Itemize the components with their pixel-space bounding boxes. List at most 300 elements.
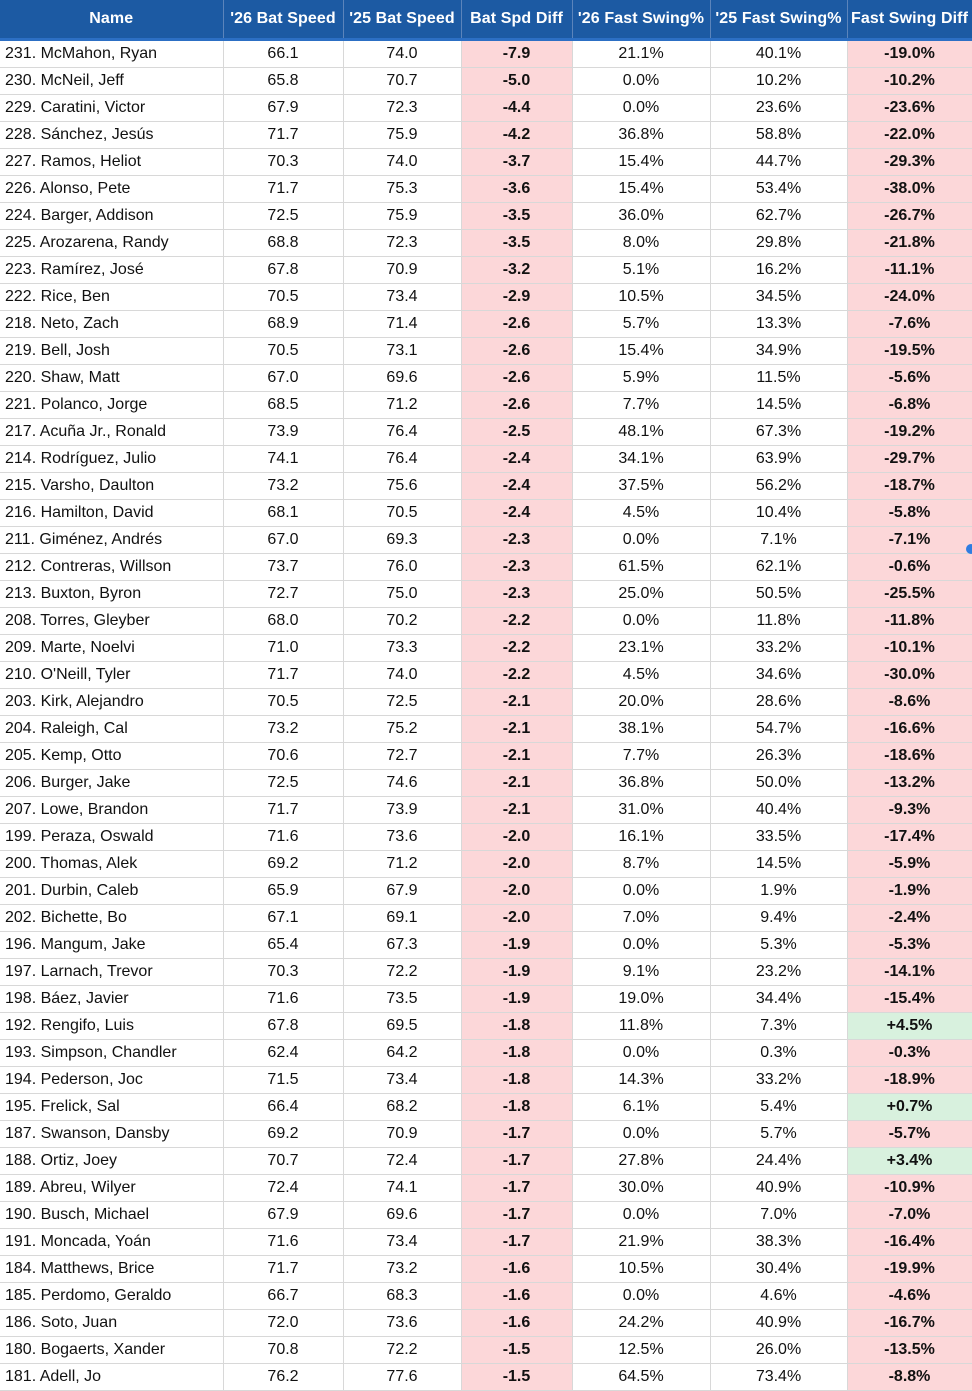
col-header-bat-spd-diff[interactable]: Bat Spd Diff bbox=[461, 0, 572, 40]
fast-swing-diff-cell: -5.6% bbox=[847, 365, 972, 392]
bat-speed-diff-cell: -2.0 bbox=[461, 878, 572, 905]
fast-swing-diff-cell: -13.5% bbox=[847, 1337, 972, 1364]
bat-speed-26-cell: 68.0 bbox=[223, 608, 343, 635]
player-name-cell: 193. Simpson, Chandler bbox=[0, 1040, 223, 1067]
player-name-cell: 214. Rodríguez, Julio bbox=[0, 446, 223, 473]
bat-speed-26-cell: 71.7 bbox=[223, 122, 343, 149]
fast-swing-26-cell: 5.1% bbox=[572, 257, 710, 284]
fast-swing-diff-cell: -19.2% bbox=[847, 419, 972, 446]
bat-speed-25-cell: 73.2 bbox=[343, 1256, 461, 1283]
table-row bbox=[0, 230, 972, 257]
table-row bbox=[0, 797, 972, 824]
player-name-cell: 204. Raleigh, Cal bbox=[0, 716, 223, 743]
table-row bbox=[0, 1337, 972, 1364]
fast-swing-26-cell: 34.1% bbox=[572, 446, 710, 473]
table-row bbox=[0, 554, 972, 581]
bat-speed-25-cell: 75.0 bbox=[343, 581, 461, 608]
bat-speed-diff-cell: -2.6 bbox=[461, 311, 572, 338]
fast-swing-26-cell: 4.5% bbox=[572, 500, 710, 527]
bat-speed-diff-cell: -2.1 bbox=[461, 743, 572, 770]
bat-speed-25-cell: 73.4 bbox=[343, 1067, 461, 1094]
player-name-cell: 211. Giménez, Andrés bbox=[0, 527, 223, 554]
fast-swing-25-cell: 33.2% bbox=[710, 635, 847, 662]
fast-swing-26-cell: 5.7% bbox=[572, 311, 710, 338]
fast-swing-26-cell: 0.0% bbox=[572, 932, 710, 959]
fast-swing-diff-cell: -5.7% bbox=[847, 1121, 972, 1148]
bat-speed-diff-cell: -2.6 bbox=[461, 392, 572, 419]
fast-swing-26-cell: 31.0% bbox=[572, 797, 710, 824]
fast-swing-25-cell: 40.9% bbox=[710, 1175, 847, 1202]
table-row bbox=[0, 338, 972, 365]
bat-speed-25-cell: 73.6 bbox=[343, 1310, 461, 1337]
bat-speed-26-cell: 67.9 bbox=[223, 95, 343, 122]
player-name-cell: 219. Bell, Josh bbox=[0, 338, 223, 365]
bat-speed-25-cell: 69.6 bbox=[343, 365, 461, 392]
table-row bbox=[0, 527, 972, 554]
bat-speed-26-cell: 73.2 bbox=[223, 473, 343, 500]
bat-speed-25-cell: 73.4 bbox=[343, 1229, 461, 1256]
bat-speed-26-cell: 69.2 bbox=[223, 851, 343, 878]
fast-swing-diff-cell: -18.9% bbox=[847, 1067, 972, 1094]
bat-speed-diff-cell: -3.5 bbox=[461, 203, 572, 230]
bat-speed-diff-cell: -1.5 bbox=[461, 1337, 572, 1364]
bat-speed-26-cell: 67.0 bbox=[223, 527, 343, 554]
bat-speed-25-cell: 74.1 bbox=[343, 1175, 461, 1202]
player-name-cell: 190. Busch, Michael bbox=[0, 1202, 223, 1229]
bat-speed-25-cell: 77.6 bbox=[343, 1364, 461, 1391]
fast-swing-26-cell: 14.3% bbox=[572, 1067, 710, 1094]
fast-swing-26-cell: 4.5% bbox=[572, 662, 710, 689]
fast-swing-diff-cell: -0.6% bbox=[847, 554, 972, 581]
fast-swing-diff-cell: -5.8% bbox=[847, 500, 972, 527]
fast-swing-26-cell: 15.4% bbox=[572, 338, 710, 365]
table-row bbox=[0, 446, 972, 473]
bat-speed-26-cell: 71.5 bbox=[223, 1067, 343, 1094]
bat-speed-26-cell: 72.5 bbox=[223, 203, 343, 230]
fast-swing-26-cell: 7.7% bbox=[572, 743, 710, 770]
table-row bbox=[0, 500, 972, 527]
fast-swing-diff-cell: -9.3% bbox=[847, 797, 972, 824]
table-row bbox=[0, 1283, 972, 1310]
fast-swing-25-cell: 40.4% bbox=[710, 797, 847, 824]
bat-speed-26-cell: 71.6 bbox=[223, 986, 343, 1013]
player-name-cell: 231. McMahon, Ryan bbox=[0, 40, 223, 68]
col-header-name[interactable]: Name bbox=[0, 0, 223, 40]
table-row bbox=[0, 1202, 972, 1229]
bat-speed-diff-cell: -2.5 bbox=[461, 419, 572, 446]
fast-swing-25-cell: 50.0% bbox=[710, 770, 847, 797]
fast-swing-26-cell: 64.5% bbox=[572, 1364, 710, 1391]
player-name-cell: 229. Caratini, Victor bbox=[0, 95, 223, 122]
bat-speed-25-cell: 70.5 bbox=[343, 500, 461, 527]
fast-swing-diff-cell: -8.6% bbox=[847, 689, 972, 716]
bat-speed-diff-cell: -5.0 bbox=[461, 68, 572, 95]
bat-speed-25-cell: 75.2 bbox=[343, 716, 461, 743]
bat-speed-25-cell: 67.3 bbox=[343, 932, 461, 959]
bat-speed-diff-cell: -1.9 bbox=[461, 959, 572, 986]
fast-swing-diff-cell: -14.1% bbox=[847, 959, 972, 986]
bat-speed-26-cell: 72.4 bbox=[223, 1175, 343, 1202]
fast-swing-25-cell: 10.4% bbox=[710, 500, 847, 527]
bat-speed-diff-cell: -2.3 bbox=[461, 527, 572, 554]
player-name-cell: 192. Rengifo, Luis bbox=[0, 1013, 223, 1040]
bat-speed-26-cell: 67.9 bbox=[223, 1202, 343, 1229]
bat-speed-26-cell: 71.0 bbox=[223, 635, 343, 662]
player-name-cell: 196. Mangum, Jake bbox=[0, 932, 223, 959]
fast-swing-25-cell: 5.3% bbox=[710, 932, 847, 959]
table-row bbox=[0, 40, 972, 68]
bat-speed-25-cell: 69.6 bbox=[343, 1202, 461, 1229]
bat-speed-26-cell: 65.9 bbox=[223, 878, 343, 905]
bat-speed-diff-cell: -1.7 bbox=[461, 1148, 572, 1175]
bat-speed-25-cell: 72.4 bbox=[343, 1148, 461, 1175]
player-name-cell: 200. Thomas, Alek bbox=[0, 851, 223, 878]
bat-speed-diff-cell: -3.5 bbox=[461, 230, 572, 257]
bat-speed-25-cell: 74.0 bbox=[343, 40, 461, 68]
fast-swing-26-cell: 0.0% bbox=[572, 1121, 710, 1148]
bat-speed-26-cell: 68.1 bbox=[223, 500, 343, 527]
bat-speed-26-cell: 70.5 bbox=[223, 338, 343, 365]
player-name-cell: 208. Torres, Gleyber bbox=[0, 608, 223, 635]
bat-speed-diff-cell: -2.6 bbox=[461, 365, 572, 392]
bat-speed-diff-cell: -2.4 bbox=[461, 500, 572, 527]
fast-swing-25-cell: 26.0% bbox=[710, 1337, 847, 1364]
bat-speed-diff-cell: -4.4 bbox=[461, 95, 572, 122]
table-row bbox=[0, 419, 972, 446]
table-row bbox=[0, 1148, 972, 1175]
table-row bbox=[0, 95, 972, 122]
table-row bbox=[0, 1040, 972, 1067]
fast-swing-25-cell: 23.2% bbox=[710, 959, 847, 986]
fast-swing-25-cell: 29.8% bbox=[710, 230, 847, 257]
fast-swing-diff-cell: -29.7% bbox=[847, 446, 972, 473]
table-row bbox=[0, 851, 972, 878]
bat-speed-26-cell: 68.9 bbox=[223, 311, 343, 338]
fast-swing-25-cell: 11.8% bbox=[710, 608, 847, 635]
bat-speed-diff-cell: -2.1 bbox=[461, 689, 572, 716]
fast-swing-25-cell: 24.4% bbox=[710, 1148, 847, 1175]
fast-swing-26-cell: 15.4% bbox=[572, 149, 710, 176]
bat-speed-25-cell: 69.3 bbox=[343, 527, 461, 554]
bat-speed-26-cell: 74.1 bbox=[223, 446, 343, 473]
player-name-cell: 227. Ramos, Heliot bbox=[0, 149, 223, 176]
fast-swing-26-cell: 38.1% bbox=[572, 716, 710, 743]
player-name-cell: 187. Swanson, Dansby bbox=[0, 1121, 223, 1148]
fast-swing-diff-cell: +3.4% bbox=[847, 1148, 972, 1175]
bat-speed-25-cell: 72.3 bbox=[343, 230, 461, 257]
bat-speed-25-cell: 68.2 bbox=[343, 1094, 461, 1121]
player-name-cell: 203. Kirk, Alejandro bbox=[0, 689, 223, 716]
bat-speed-26-cell: 71.6 bbox=[223, 1229, 343, 1256]
fast-swing-26-cell: 30.0% bbox=[572, 1175, 710, 1202]
bat-speed-26-cell: 70.7 bbox=[223, 1148, 343, 1175]
player-name-cell: 210. O'Neill, Tyler bbox=[0, 662, 223, 689]
bat-speed-diff-cell: -2.2 bbox=[461, 608, 572, 635]
fast-swing-26-cell: 8.0% bbox=[572, 230, 710, 257]
fast-swing-26-cell: 20.0% bbox=[572, 689, 710, 716]
bat-speed-diff-cell: -1.7 bbox=[461, 1202, 572, 1229]
bat-speed-diff-cell: -2.1 bbox=[461, 797, 572, 824]
fast-swing-26-cell: 0.0% bbox=[572, 527, 710, 554]
fast-swing-25-cell: 5.7% bbox=[710, 1121, 847, 1148]
bat-speed-25-cell: 76.0 bbox=[343, 554, 461, 581]
bat-speed-25-cell: 75.3 bbox=[343, 176, 461, 203]
fast-swing-26-cell: 23.1% bbox=[572, 635, 710, 662]
table-body bbox=[0, 40, 972, 1391]
fast-swing-25-cell: 50.5% bbox=[710, 581, 847, 608]
player-name-cell: 186. Soto, Juan bbox=[0, 1310, 223, 1337]
bat-speed-25-cell: 73.3 bbox=[343, 635, 461, 662]
bat-speed-diff-cell: -1.6 bbox=[461, 1310, 572, 1337]
fast-swing-26-cell: 7.0% bbox=[572, 905, 710, 932]
player-name-cell: 202. Bichette, Bo bbox=[0, 905, 223, 932]
table-row bbox=[0, 1067, 972, 1094]
fast-swing-25-cell: 9.4% bbox=[710, 905, 847, 932]
bat-speed-diff-cell: -1.8 bbox=[461, 1067, 572, 1094]
fast-swing-26-cell: 7.7% bbox=[572, 392, 710, 419]
fast-swing-diff-cell: -11.8% bbox=[847, 608, 972, 635]
bat-speed-26-cell: 65.4 bbox=[223, 932, 343, 959]
bat-speed-26-cell: 65.8 bbox=[223, 68, 343, 95]
bat-speed-diff-cell: -1.6 bbox=[461, 1283, 572, 1310]
table-row bbox=[0, 1364, 972, 1391]
bat-speed-26-cell: 67.0 bbox=[223, 365, 343, 392]
col-header-26-fast-swing[interactable]: '26 Fast Swing% bbox=[572, 0, 710, 40]
fast-swing-25-cell: 33.5% bbox=[710, 824, 847, 851]
bat-speed-25-cell: 72.3 bbox=[343, 95, 461, 122]
bat-speed-25-cell: 74.0 bbox=[343, 662, 461, 689]
fast-swing-25-cell: 4.6% bbox=[710, 1283, 847, 1310]
fast-swing-diff-cell: +0.7% bbox=[847, 1094, 972, 1121]
bat-speed-diff-cell: -2.1 bbox=[461, 716, 572, 743]
bat-speed-25-cell: 73.5 bbox=[343, 986, 461, 1013]
fast-swing-25-cell: 34.9% bbox=[710, 338, 847, 365]
fast-swing-26-cell: 0.0% bbox=[572, 878, 710, 905]
fast-swing-25-cell: 40.1% bbox=[710, 40, 847, 68]
table-row bbox=[0, 1094, 972, 1121]
fast-swing-25-cell: 67.3% bbox=[710, 419, 847, 446]
bat-speed-26-cell: 72.0 bbox=[223, 1310, 343, 1337]
col-header-25-fast-swing[interactable]: '25 Fast Swing% bbox=[710, 0, 847, 40]
table-row bbox=[0, 581, 972, 608]
fast-swing-25-cell: 30.4% bbox=[710, 1256, 847, 1283]
col-header-25-bat-speed[interactable]: '25 Bat Speed bbox=[343, 0, 461, 40]
bat-speed-diff-cell: -2.6 bbox=[461, 338, 572, 365]
bat-speed-26-cell: 71.7 bbox=[223, 176, 343, 203]
fast-swing-diff-cell: -24.0% bbox=[847, 284, 972, 311]
fast-swing-diff-cell: -5.9% bbox=[847, 851, 972, 878]
scroll-indicator-dot[interactable] bbox=[966, 544, 972, 554]
bat-speed-diff-cell: -1.7 bbox=[461, 1175, 572, 1202]
bat-speed-26-cell: 72.7 bbox=[223, 581, 343, 608]
table-row bbox=[0, 203, 972, 230]
bat-speed-diff-cell: -1.8 bbox=[461, 1094, 572, 1121]
bat-speed-25-cell: 70.9 bbox=[343, 1121, 461, 1148]
fast-swing-26-cell: 5.9% bbox=[572, 365, 710, 392]
fast-swing-diff-cell: -18.6% bbox=[847, 743, 972, 770]
bat-speed-diff-cell: -7.9 bbox=[461, 40, 572, 68]
fast-swing-26-cell: 37.5% bbox=[572, 473, 710, 500]
table-row bbox=[0, 257, 972, 284]
bat-speed-26-cell: 70.5 bbox=[223, 689, 343, 716]
bat-speed-25-cell: 73.1 bbox=[343, 338, 461, 365]
table-row bbox=[0, 716, 972, 743]
fast-swing-diff-cell: -0.3% bbox=[847, 1040, 972, 1067]
fast-swing-25-cell: 7.0% bbox=[710, 1202, 847, 1229]
col-header-26-bat-speed[interactable]: '26 Bat Speed bbox=[223, 0, 343, 40]
fast-swing-26-cell: 27.8% bbox=[572, 1148, 710, 1175]
bat-speed-25-cell: 73.9 bbox=[343, 797, 461, 824]
bat-speed-26-cell: 71.7 bbox=[223, 797, 343, 824]
player-name-cell: 220. Shaw, Matt bbox=[0, 365, 223, 392]
bat-speed-25-cell: 67.9 bbox=[343, 878, 461, 905]
fast-swing-diff-cell: -22.0% bbox=[847, 122, 972, 149]
bat-speed-25-cell: 72.7 bbox=[343, 743, 461, 770]
fast-swing-diff-cell: -25.5% bbox=[847, 581, 972, 608]
bat-speed-26-cell: 66.1 bbox=[223, 40, 343, 68]
table-row bbox=[0, 1121, 972, 1148]
fast-swing-diff-cell: -29.3% bbox=[847, 149, 972, 176]
player-name-cell: 218. Neto, Zach bbox=[0, 311, 223, 338]
bat-speed-26-cell: 70.3 bbox=[223, 149, 343, 176]
fast-swing-25-cell: 28.6% bbox=[710, 689, 847, 716]
player-name-cell: 222. Rice, Ben bbox=[0, 284, 223, 311]
bat-speed-25-cell: 69.1 bbox=[343, 905, 461, 932]
bat-speed-26-cell: 72.5 bbox=[223, 770, 343, 797]
bat-speed-25-cell: 74.0 bbox=[343, 149, 461, 176]
fast-swing-25-cell: 54.7% bbox=[710, 716, 847, 743]
player-name-cell: 198. Báez, Javier bbox=[0, 986, 223, 1013]
player-name-cell: 224. Barger, Addison bbox=[0, 203, 223, 230]
fast-swing-26-cell: 0.0% bbox=[572, 608, 710, 635]
bat-speed-26-cell: 71.7 bbox=[223, 662, 343, 689]
fast-swing-26-cell: 12.5% bbox=[572, 1337, 710, 1364]
fast-swing-26-cell: 0.0% bbox=[572, 95, 710, 122]
fast-swing-25-cell: 34.5% bbox=[710, 284, 847, 311]
player-name-cell: 230. McNeil, Jeff bbox=[0, 68, 223, 95]
player-name-cell: 221. Polanco, Jorge bbox=[0, 392, 223, 419]
table-row bbox=[0, 1310, 972, 1337]
bat-speed-25-cell: 71.4 bbox=[343, 311, 461, 338]
bat-speed-26-cell: 71.7 bbox=[223, 1256, 343, 1283]
bat-speed-25-cell: 72.2 bbox=[343, 1337, 461, 1364]
player-name-cell: 191. Moncada, Yoán bbox=[0, 1229, 223, 1256]
fast-swing-diff-cell: -1.9% bbox=[847, 878, 972, 905]
fast-swing-25-cell: 14.5% bbox=[710, 851, 847, 878]
bat-speed-diff-cell: -1.7 bbox=[461, 1121, 572, 1148]
fast-swing-25-cell: 23.6% bbox=[710, 95, 847, 122]
table-row bbox=[0, 689, 972, 716]
fast-swing-diff-cell: -23.6% bbox=[847, 95, 972, 122]
bat-speed-diff-cell: -3.7 bbox=[461, 149, 572, 176]
player-name-cell: 189. Abreu, Wilyer bbox=[0, 1175, 223, 1202]
table-row bbox=[0, 149, 972, 176]
fast-swing-25-cell: 33.2% bbox=[710, 1067, 847, 1094]
fast-swing-26-cell: 8.7% bbox=[572, 851, 710, 878]
table-row bbox=[0, 608, 972, 635]
bat-speed-diff-cell: -3.2 bbox=[461, 257, 572, 284]
fast-swing-diff-cell: -4.6% bbox=[847, 1283, 972, 1310]
table-row bbox=[0, 1013, 972, 1040]
fast-swing-25-cell: 63.9% bbox=[710, 446, 847, 473]
fast-swing-26-cell: 0.0% bbox=[572, 1283, 710, 1310]
fast-swing-26-cell: 61.5% bbox=[572, 554, 710, 581]
player-name-cell: 223. Ramírez, José bbox=[0, 257, 223, 284]
player-name-cell: 209. Marte, Noelvi bbox=[0, 635, 223, 662]
fast-swing-25-cell: 0.3% bbox=[710, 1040, 847, 1067]
bat-speed-26-cell: 67.8 bbox=[223, 257, 343, 284]
bat-speed-26-cell: 73.9 bbox=[223, 419, 343, 446]
fast-swing-25-cell: 26.3% bbox=[710, 743, 847, 770]
bat-speed-diff-cell: -2.2 bbox=[461, 635, 572, 662]
bat-speed-25-cell: 64.2 bbox=[343, 1040, 461, 1067]
bat-speed-diff-cell: -1.8 bbox=[461, 1040, 572, 1067]
fast-swing-diff-cell: -30.0% bbox=[847, 662, 972, 689]
table-row bbox=[0, 68, 972, 95]
table-row bbox=[0, 743, 972, 770]
col-header-fast-swing-diff[interactable]: Fast Swing Diff bbox=[847, 0, 972, 40]
table-row bbox=[0, 365, 972, 392]
fast-swing-diff-cell: -17.4% bbox=[847, 824, 972, 851]
fast-swing-diff-cell: -16.4% bbox=[847, 1229, 972, 1256]
bat-speed-25-cell: 73.6 bbox=[343, 824, 461, 851]
fast-swing-26-cell: 16.1% bbox=[572, 824, 710, 851]
fast-swing-26-cell: 15.4% bbox=[572, 176, 710, 203]
bat-speed-diff-cell: -2.3 bbox=[461, 581, 572, 608]
fast-swing-diff-cell: -15.4% bbox=[847, 986, 972, 1013]
bat-speed-diff-cell: -1.5 bbox=[461, 1364, 572, 1391]
bat-speed-25-cell: 71.2 bbox=[343, 851, 461, 878]
fast-swing-diff-cell: -10.1% bbox=[847, 635, 972, 662]
fast-swing-25-cell: 34.6% bbox=[710, 662, 847, 689]
fast-swing-diff-cell: -26.7% bbox=[847, 203, 972, 230]
bat-speed-diff-cell: -2.2 bbox=[461, 662, 572, 689]
table-row bbox=[0, 473, 972, 500]
fast-swing-26-cell: 36.0% bbox=[572, 203, 710, 230]
fast-swing-diff-cell: -10.2% bbox=[847, 68, 972, 95]
fast-swing-26-cell: 21.9% bbox=[572, 1229, 710, 1256]
bat-speed-26-cell: 71.6 bbox=[223, 824, 343, 851]
table-row bbox=[0, 122, 972, 149]
fast-swing-diff-cell: -38.0% bbox=[847, 176, 972, 203]
bat-speed-25-cell: 74.6 bbox=[343, 770, 461, 797]
fast-swing-26-cell: 0.0% bbox=[572, 1040, 710, 1067]
fast-swing-diff-cell: -7.6% bbox=[847, 311, 972, 338]
table-row bbox=[0, 1229, 972, 1256]
fast-swing-26-cell: 0.0% bbox=[572, 1202, 710, 1229]
table-row bbox=[0, 959, 972, 986]
bat-speed-25-cell: 70.2 bbox=[343, 608, 461, 635]
fast-swing-25-cell: 16.2% bbox=[710, 257, 847, 284]
fast-swing-diff-cell: -16.6% bbox=[847, 716, 972, 743]
bat-speed-diff-cell: -1.7 bbox=[461, 1229, 572, 1256]
bat-speed-diff-cell: -2.3 bbox=[461, 554, 572, 581]
bat-speed-diff-cell: -1.9 bbox=[461, 986, 572, 1013]
table-row bbox=[0, 770, 972, 797]
table-header bbox=[0, 0, 972, 40]
bat-speed-26-cell: 73.7 bbox=[223, 554, 343, 581]
bat-speed-26-cell: 67.1 bbox=[223, 905, 343, 932]
fast-swing-diff-cell: -13.2% bbox=[847, 770, 972, 797]
player-name-cell: 225. Arozarena, Randy bbox=[0, 230, 223, 257]
fast-swing-25-cell: 5.4% bbox=[710, 1094, 847, 1121]
player-name-cell: 206. Burger, Jake bbox=[0, 770, 223, 797]
fast-swing-26-cell: 6.1% bbox=[572, 1094, 710, 1121]
fast-swing-diff-cell: -2.4% bbox=[847, 905, 972, 932]
player-name-cell: 213. Buxton, Byron bbox=[0, 581, 223, 608]
table-row bbox=[0, 878, 972, 905]
bat-speed-25-cell: 69.5 bbox=[343, 1013, 461, 1040]
